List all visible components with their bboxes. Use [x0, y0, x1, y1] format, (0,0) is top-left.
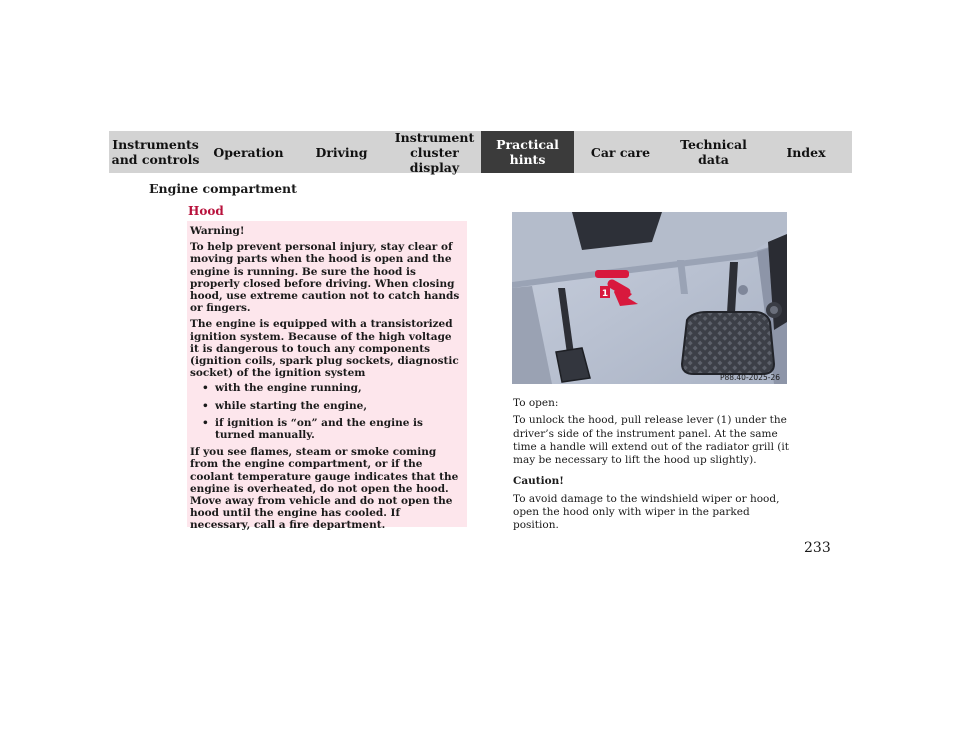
list-item: • if ignition is “on” and the engine is turned manually.: [190, 417, 461, 441]
open-label: To open:: [513, 397, 559, 409]
warning-title: Warning!: [190, 225, 245, 237]
callout-number: 1: [601, 289, 609, 299]
tab-index[interactable]: Index: [760, 131, 852, 173]
warning-paragraph-ignition: The engine is equipped with a transistorized ignition system. Because of the high voltage it is dangerous to touch any components (ignition coils, spark plug sockets, diagnostic socket) of the ignition system: [190, 318, 459, 380]
section-title: Hood: [188, 204, 224, 218]
warning-box: [187, 221, 467, 532]
warning-paragraph-moving-parts: To help prevent personal injury, stay clear of moving parts when the hood is open and the engine is running. Be sure the hood is properly closed before driving. When closing hood, use extreme caution not to catch hands or fingers.: [190, 241, 460, 315]
figure-code: P88.40-2025-26: [719, 373, 780, 382]
tab-technical-data[interactable]: Technical data: [667, 131, 760, 173]
tab-instrument-cluster-display[interactable]: Instrument cluster display: [388, 131, 481, 173]
page-heading: Engine compartment: [149, 181, 297, 196]
footwell-drawing: [512, 212, 787, 384]
release-lever: [595, 270, 629, 278]
caution-text: To avoid damage to the windshield wiper or hood, open the hood only with wiper in the parked position.: [513, 492, 780, 532]
caution-title: Caution!: [513, 475, 564, 488]
tab-driving[interactable]: Driving: [295, 131, 388, 173]
tab-operation[interactable]: Operation: [202, 131, 295, 173]
brake-pedal: [682, 312, 774, 374]
hood-release-illustration: [512, 212, 787, 384]
open-instructions: To unlock the hood, pull release lever (1) under the driver’s side of the instrument panel. At the same time a handle will extend out of the radiator grill (it may be necessary to lift the hood up slightly).: [513, 414, 789, 467]
tab-instruments-and-controls[interactable]: Instruments and controls: [109, 131, 202, 173]
page-number: 233: [804, 540, 831, 556]
instructions: [513, 397, 793, 537]
warning-bullet-list: [190, 382, 461, 441]
list-item: • while starting the engine,: [190, 400, 461, 412]
tab-practical-hints[interactable]: Practical hints: [481, 131, 574, 173]
warning-paragraph-overheat: If you see flames, steam or smoke coming from the engine compartment, or if the coolant temperature gauge indicates that the engine is overheated, do not open the hood. Move away from vehicle and do not open the hood until the engine has cooled. If necessary, call a fire department.: [190, 446, 459, 532]
chapter-tabs: [109, 131, 852, 173]
list-item: • with the engine running,: [190, 382, 461, 394]
tab-car-care[interactable]: Car care: [574, 131, 667, 173]
